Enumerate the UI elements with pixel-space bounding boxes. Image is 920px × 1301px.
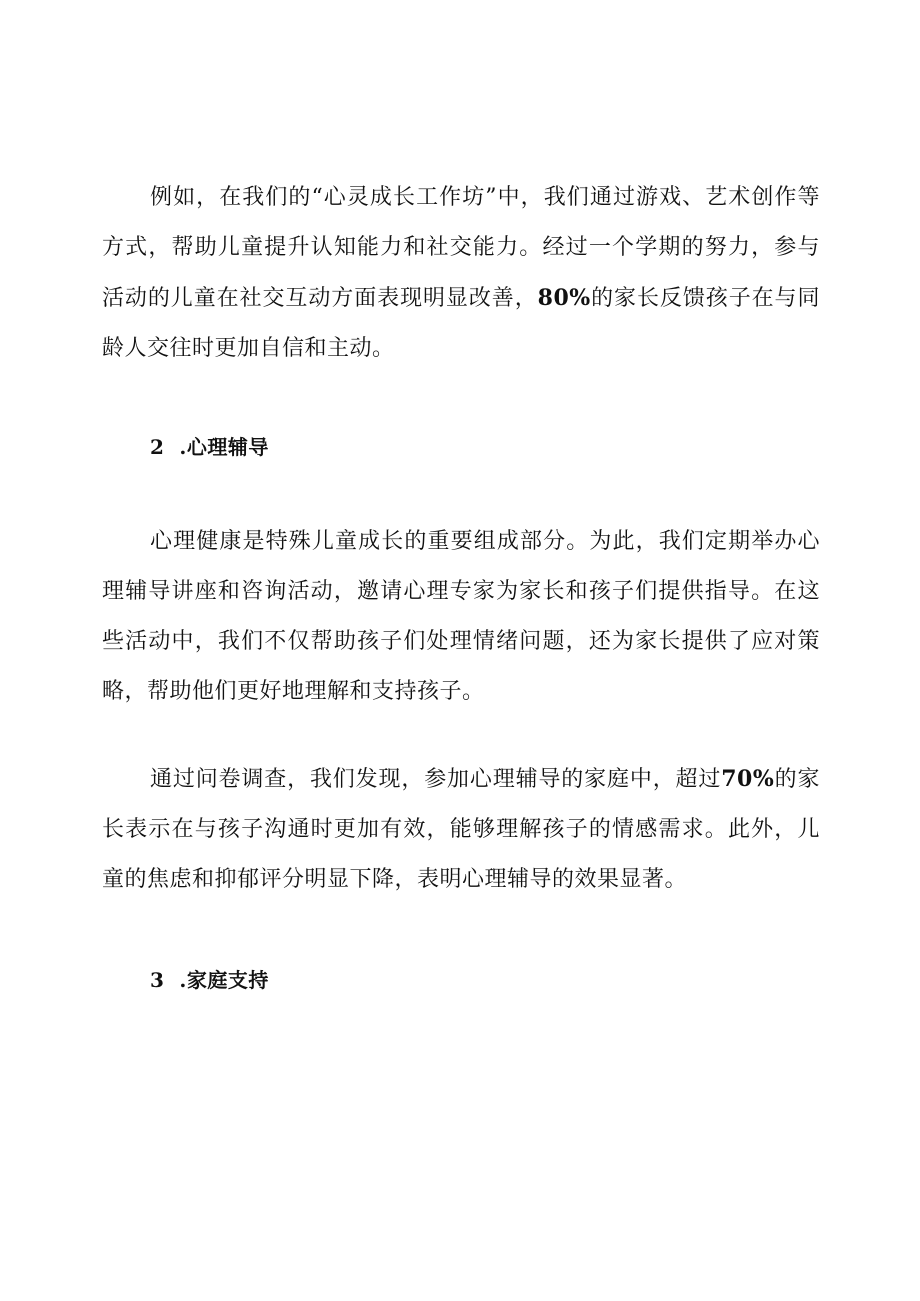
paragraph-text: 的家长反馈孩子在与同龄人交往时更加自信和主动。	[102, 286, 820, 361]
percentage-highlight: 80%	[537, 285, 591, 311]
paragraph-workshop-results	[102, 173, 820, 374]
paragraph-survey-results	[102, 754, 820, 905]
section-number: 3	[150, 968, 165, 992]
paragraph-counseling-activities	[102, 517, 820, 717]
section-title: .心理辅导	[179, 435, 269, 459]
percentage-highlight: 70%	[721, 766, 775, 792]
paragraph-text: 的家长表示在与孩子沟通时更加有效，能够理解孩子的情感需求。此外，儿童的焦虑和抑郁评分明显下降，表明心理辅导的效果显著。	[102, 767, 820, 892]
section-heading-psych-counseling	[150, 432, 269, 462]
paragraph-text: 例如，在我们的“心灵成长工作坊”中，我们通过游戏、艺术创作等方式，帮助儿童提升认知能力和社交能力。经过一个学期的努力，参与活动的儿童在社交互动方面表现明显改善，	[102, 185, 820, 311]
paragraph-text: 通过问卷调查，我们发现，参加心理辅导的家庭中，超过	[150, 767, 722, 792]
section-title: .家庭支持	[179, 968, 269, 992]
paragraph-text: 心理健康是特殊儿童成长的重要组成部分。为此，我们定期举办心理辅导讲座和咨询活动，邀请心理专家为家长和孩子们提供指导。在这些活动中，我们不仅帮助孩子们处理情绪问题，还为家长提供了应对策略，帮助他们更好地理解和支持孩子。	[102, 529, 820, 704]
section-number: 2	[150, 435, 165, 459]
section-heading-family-support	[150, 965, 269, 995]
